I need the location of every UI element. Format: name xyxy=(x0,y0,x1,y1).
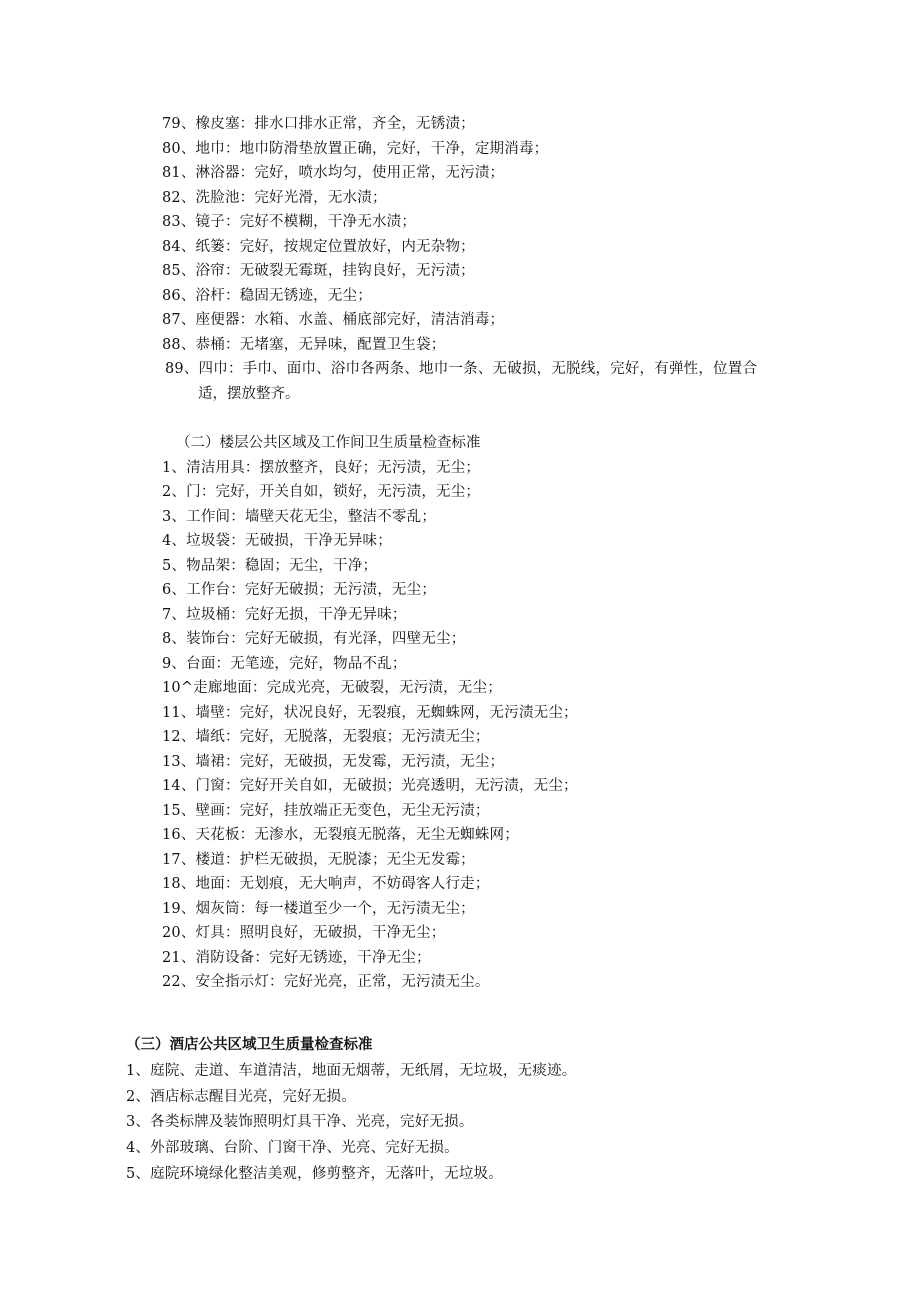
list-item: 2、门：完好，开关自如，锁好，无污渍，无尘； xyxy=(162,484,481,500)
list-item: 22、安全指示灯：完好光亮，正常，无污渍无尘。 xyxy=(162,974,490,990)
section-heading-hotel: （三）酒店公共区域卫生质量检查标准 xyxy=(126,1036,373,1053)
list-item: 88、恭桶：无堵塞，无异味，配置卫生袋； xyxy=(162,337,446,353)
list-item: 11、墙壁：完好，状况良好，无裂痕，无蜘蛛网，无污渍无尘； xyxy=(162,705,578,721)
list-item: 81、淋浴器：完好，喷水均匀，使用正常，无污渍； xyxy=(162,165,505,181)
list-item: 19、烟灰筒：每一楼道至少一个，无污渍无尘； xyxy=(162,901,475,917)
list-item-89-line1: 89、四巾：手巾、面巾、浴巾各两条、地巾一条、无破损，无脱线，完好，有弹性，位置合 xyxy=(165,361,758,377)
list-item: 84、纸篓：完好，按规定位置放好，内无杂物； xyxy=(162,239,475,255)
list-item: 13、墙裙：完好，无破损，无发霉，无污渍，无尘； xyxy=(162,754,505,770)
list-item-89-line2: 适，摆放整齐。 xyxy=(198,386,300,402)
list-item: 5、庭院环境绿化整洁美观，修剪整齐，无落叶，无垃圾。 xyxy=(126,1166,503,1182)
list-item: 20、灯具：照明良好，无破损，干净无尘； xyxy=(162,925,446,941)
list-item: 21、消防设备：完好无锈迹，干净无尘； xyxy=(162,950,431,966)
list-item: 4、外部玻璃、台阶、门窗干净、光亮、完好无损。 xyxy=(126,1140,459,1156)
list-item: 87、座便器：水箱、水盖、桶底部完好，清洁消毒； xyxy=(162,312,505,328)
list-item: 83、镜子：完好不模糊，干净无水渍； xyxy=(162,214,417,230)
list-item: 1、庭院、走道、车道清洁，地面无烟蒂，无纸屑，无垃圾，无痰迹。 xyxy=(126,1063,577,1079)
list-item: 2、酒店标志醒目光亮，完好无损。 xyxy=(126,1089,356,1105)
list-item: 18、地面：无划痕，无大响声，不妨碍客人行走； xyxy=(162,876,490,892)
section-heading-floor: （二）楼层公共区域及工作间卫生质量检查标准 xyxy=(176,435,481,451)
list-item: 4、垃圾袋：无破损，干净无异味； xyxy=(162,533,392,549)
list-item: 86、浴杆：稳固无锈迹，无尘； xyxy=(162,288,372,304)
list-item: 3、工作间：墙壁天花无尘，整洁不零乱； xyxy=(162,509,437,525)
list-item: 80、地巾：地巾防滑垫放置正确，完好，干净，定期消毒； xyxy=(162,141,549,157)
list-item: 15、壁画：完好，挂放端正无变色，无尘无污渍； xyxy=(162,803,490,819)
list-item: 17、楼道：护栏无破损，无脱漆；无尘无发霉； xyxy=(162,852,475,868)
list-item: 10^走廊地面：完成光亮，无破裂，无污渍，无尘； xyxy=(162,680,502,696)
list-item: 85、浴帘：无破裂无霉斑，挂钩良好，无污渍； xyxy=(162,263,475,279)
list-item: 7、垃圾桶：完好无损，干净无异味； xyxy=(162,607,407,623)
list-item: 16、天花板：无渗水，无裂痕无脱落，无尘无蜘蛛网； xyxy=(162,827,519,843)
list-item: 9、台面：无笔迹，完好，物品不乱； xyxy=(162,656,407,672)
list-item: 8、装饰台：完好无破损，有光泽，四壁无尘； xyxy=(162,631,466,647)
list-item: 82、洗脸池：完好光滑，无水渍； xyxy=(162,190,387,206)
list-item: 6、工作台：完好无破损；无污渍，无尘； xyxy=(162,582,437,598)
list-item: 1、清洁用具：摆放整齐，良好；无污渍，无尘； xyxy=(162,460,481,476)
list-item: 79、橡皮塞：排水口排水正常，齐全，无锈渍； xyxy=(162,116,475,132)
list-item: 12、墙纸：完好，无脱落，无裂痕；无污渍无尘； xyxy=(162,729,490,745)
list-item: 14、门窗：完好开关自如，无破损；光亮透明，无污渍，无尘； xyxy=(162,778,578,794)
list-item: 5、物品架：稳固；无尘，干净； xyxy=(162,558,378,574)
list-item: 3、各类标牌及装饰照明灯具干净、光亮，完好无损。 xyxy=(126,1114,474,1130)
